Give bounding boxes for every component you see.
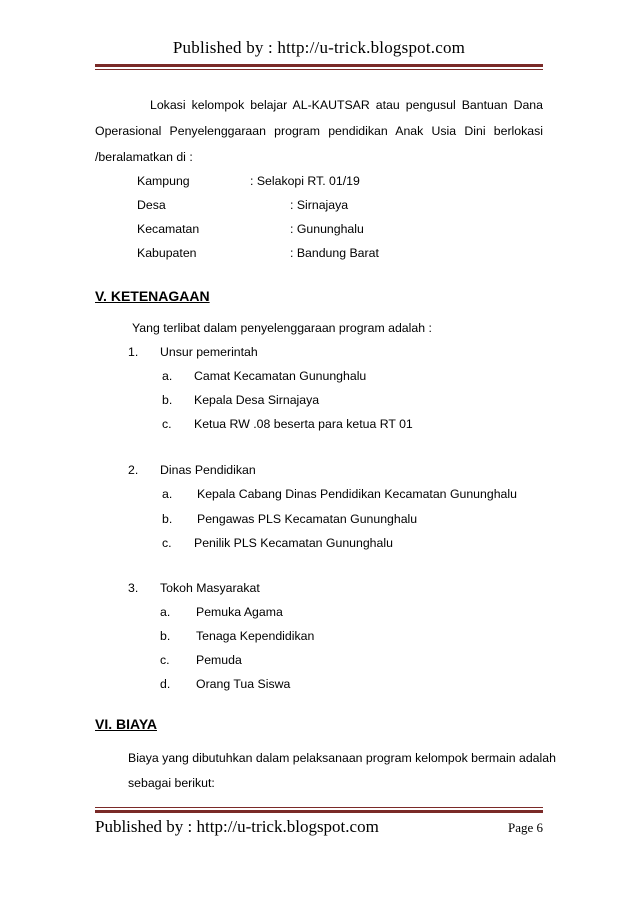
footer-rule-thin xyxy=(95,807,543,808)
group-1-item-a-text: Camat Kecamatan Gununghalu xyxy=(194,369,367,383)
group-1-item-a-letter: a. xyxy=(162,369,173,383)
group-2-item-c-letter: c. xyxy=(162,536,172,550)
section-5-heading: V. KETENAGAAN xyxy=(95,288,210,304)
intro-line-3: /beralamatkan di : xyxy=(95,150,193,164)
address-label-kabupaten: Kabupaten xyxy=(137,246,197,260)
address-value-desa: : Sirnajaya xyxy=(290,198,349,212)
group-3-item-a-text: Pemuka Agama xyxy=(196,605,283,619)
group-1-item-b-text: Kepala Desa Sirnajaya xyxy=(194,393,320,407)
group-3-item-a-letter: a. xyxy=(160,605,171,619)
group-2-item-a-text: Kepala Cabang Dinas Pendidikan Kecamatan Gununghalu xyxy=(197,487,517,501)
section-5-intro: Yang terlibat dalam penyelenggaraan program adalah : xyxy=(132,321,432,335)
group-3-item-c-letter: c. xyxy=(160,653,170,667)
intro-line-1: Lokasi kelompok belajar AL-KAUTSAR atau pengusul Bantuan Dana xyxy=(150,98,543,112)
group-2-item-c-text: Penilik PLS Kecamatan Gununghalu xyxy=(194,536,393,550)
group-1-item-c-text: Ketua RW .08 beserta para ketua RT 01 xyxy=(194,417,413,431)
group-2-item-b-letter: b. xyxy=(162,512,173,526)
address-value-kampung: : Selakopi RT. 01/19 xyxy=(250,174,360,188)
group-2-item-b-text: Pengawas PLS Kecamatan Gununghalu xyxy=(197,512,418,526)
address-value-kecamatan: : Gununghalu xyxy=(290,222,364,236)
group-1-title: Unsur pemerintah xyxy=(160,345,258,359)
address-label-desa: Desa xyxy=(137,198,166,212)
page-header: Published by : http://u-trick.blogspot.com xyxy=(172,38,466,57)
footer-rule-thick xyxy=(95,810,543,813)
section-6-line-1: Biaya yang dibutuhkan dalam pelaksanaan program kelompok bermain adalah xyxy=(128,751,556,765)
group-3-item-c-text: Pemuda xyxy=(196,653,242,667)
group-2-number: 2. xyxy=(128,463,139,477)
address-label-kecamatan: Kecamatan xyxy=(137,222,200,236)
group-3-item-d-letter: d. xyxy=(160,677,171,691)
section-6-line-2: sebagai berikut: xyxy=(128,776,215,790)
header-rule-thin xyxy=(95,69,543,70)
group-1-item-b-letter: b. xyxy=(162,393,173,407)
group-3-item-b-text: Tenaga Kependidikan xyxy=(196,629,315,643)
group-3-item-b-letter: b. xyxy=(160,629,171,643)
header-rule-thick xyxy=(95,64,543,67)
group-3-title: Tokoh Masyarakat xyxy=(160,581,260,595)
group-3-number: 3. xyxy=(128,581,139,595)
page-number: Page 6 xyxy=(507,820,543,835)
address-label-kampung: Kampung xyxy=(137,174,190,188)
intro-line-2: Operasional Penyelenggaraan program pendidikan Anak Usia Dini berlokasi xyxy=(95,124,543,138)
group-1-number: 1. xyxy=(128,345,139,359)
group-2-title: Dinas Pendidikan xyxy=(160,463,256,477)
address-value-kabupaten: : Bandung Barat xyxy=(290,246,379,260)
section-6-heading: VI. BIAYA xyxy=(95,716,157,732)
page-footer: Published by : http://u-trick.blogspot.com xyxy=(95,817,379,836)
group-1-item-c-letter: c. xyxy=(162,417,172,431)
group-2-item-a-letter: a. xyxy=(162,487,173,501)
group-3-item-d-text: Orang Tua Siswa xyxy=(196,677,291,691)
